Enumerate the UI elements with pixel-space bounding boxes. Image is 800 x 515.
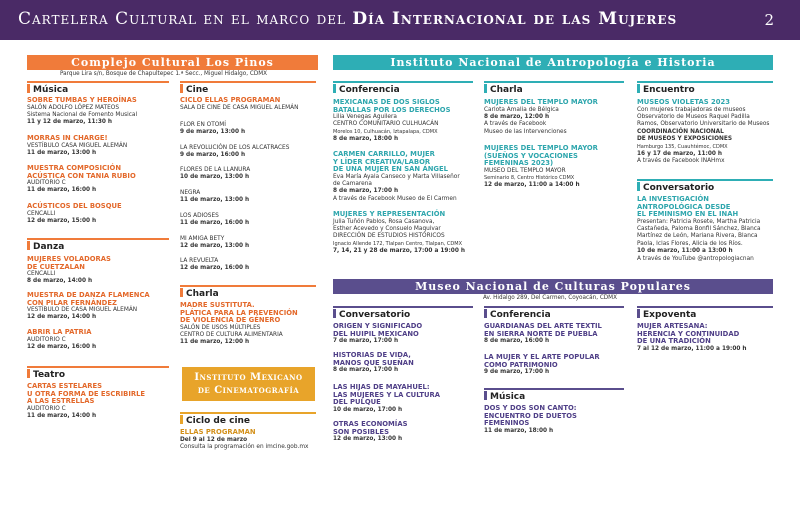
category-danza: Danza [27, 238, 169, 252]
event-abrir-la-patria: ABRIR LA PATRIA AUDITORIO C 12 de marzo, 16:00 h [27, 328, 97, 350]
category-musica-mnc: Música [484, 388, 624, 402]
inah-banner: Instituto Nacional de Antropología e Historia [333, 55, 773, 70]
event-ellas-programan: ELLAS PROGRAMAN Del 9 al 12 de marzo Consulta la programación en imcine.gob.mx [180, 428, 309, 450]
event-investigacion-antropologica: LA INVESTIGACIÓN ANTROPOLÓGICA DESDE EL FEMINISMO EN EL INAH Presentan: Patricia Rosete, Martha Patricia Castañeda, Paloma Bonfil Sánchez, Blanca Martínez de León, Mariana Rivera, Blanca Paola, Iclas Flores, Alicia de los Ríos. 10 de marzo, 11:00 a 13:00 h A través de YouTube @antropologiacnan [637, 195, 761, 262]
event-guardianas-textil: GUARDIANAS DEL ARTE TEXTIL EN SIERRA NORTE DE PUEBLA 8 de marzo, 16:00 h [484, 322, 602, 344]
pinos-address: Parque Lira s/n, Bosque de Chapultepec 1.ª Secc., Miguel Hidalgo, CDMX [60, 71, 267, 77]
event-dos-y-dos: DOS Y DOS SON CANTO: ENCUENTRO DE DUETOS FEMENINOS 11 de marzo, 18:00 h [484, 404, 577, 434]
event-danza-flamenca: MUESTRA DE DANZA FLAMENCA CON PILAR FERNÁNDEZ VESTÍBULO DE CASA MIGUEL ALEMÁN 12 de marzo, 14:00 h [27, 291, 150, 321]
event-sobre-tumbas: SOBRE TUMBAS Y HEROÍNAS SALÓN ADOLFO LÓPEZ MATEOS Sistema Nacional de Fomento Musical 11 y 12 de marzo, 11:30 h [27, 96, 138, 126]
category-ciclo-cine: Ciclo de cine [180, 412, 316, 426]
event-museos-violetas: MUSEOS VIOLETAS 2023 Con mujeres trabajadoras de museos Observatorio de Museos Raquel Padilla Ramos, Observatorio Universitario de Museos COORDINACIÓN NACIONAL DE MUSEOS Y EXPOSICIONES Hamburgo 135, Cuauhtémoc, CDMX 16 y 17 de marzo, 11:00 h A través de Facebook INAHmx [637, 98, 770, 165]
event-morras: MORRAS IN CHARGE! VESTÍBULO CASA MIGUEL ALEMÁN 11 de marzo, 13:00 h [27, 134, 128, 156]
category-cine: Cine [180, 81, 316, 95]
event-mujeres-voladoras: MUJERES VOLADORAS DE CUETZALAN CENCALLI 8 de marzo, 14:00 h [27, 255, 111, 285]
event-mujer-arte-popular: LA MUJER Y EL ARTE POPULAR COMO PATRIMONIO 9 de marzo, 17:00 h [484, 353, 600, 375]
category-encuentro: Encuentro [637, 81, 773, 95]
film-negra: NEGRA 11 de marzo, 13:00 h [180, 190, 250, 204]
category-conferencia-inah: Conferencia [333, 81, 473, 95]
event-cartas-estelares: CARTAS ESTELARES U OTRA FORMA DE ESCRIBIRLE A LAS ESTRELLAS AUDITORIO C 11 de marzo, 14:00 h [27, 382, 146, 419]
mnc-banner: Museo Nacional de Culturas Populares [333, 279, 773, 294]
film-flores-llanura: FLORES DE LA LLANURA 10 de marzo, 13:00 h [180, 167, 251, 181]
category-charla-inah: Charla [484, 81, 624, 95]
event-acusticos: ACÚSTICOS DEL BOSQUE CENCALLI 12 de marzo, 15:00 h [27, 202, 122, 224]
header-bar [0, 0, 800, 40]
film-flor-en-otomi: FLOR EN OTOMÍ 9 de marzo, 13:00 h [180, 122, 246, 136]
event-mexicanas-dos-siglos: MEXICANAS DE DOS SIGLOS BATALLAS POR LOS DERECHOS Lilia Venegas Aguilera CENTRO COMUNITARIO CULHUACÁN Morelos 10, Culhuacán, Iztapalapa, CDMX 8 de marzo, 18:00 h [333, 98, 451, 143]
category-conferencia-mnc: Conferencia [484, 306, 624, 320]
event-mujeres-representacion: MUJERES Y REPRESENTACIÓN Julia Tuñón Pablos, Rosa Casanova, Esther Acevedo y Consuelo Maquivar DIRECCIÓN DE ESTUDIOS HISTÓRICOS Ignacio Allende 172, Tlalpan Centro, Tlalpan, CDMX 7, 14, 21 y 28 de marzo, 17:00 a 19:00 h [333, 210, 465, 255]
event-otras-economias: OTRAS ECONOMÍAS SON POSIBLES 12 de marzo, 13:00 h [333, 420, 408, 442]
film-revolucion-alcatraces: LA REVOLUCIÓN DE LOS ALCATRACES 9 de marzo, 16:00 h [180, 145, 290, 159]
category-musica: Música [27, 81, 169, 95]
event-ciclo-ellas: CICLO ELLAS PROGRAMAN SALA DE CINE DE CASA MIGUEL ALEMÁN [180, 96, 299, 111]
category-conversatorio-mnc: Conversatorio [333, 306, 473, 320]
category-expoventa: Expoventa [637, 306, 773, 320]
page-title: Cartelera Cultural en el marco del Día Internacional de las Mujeres [18, 9, 678, 29]
event-origen-huipil: ORIGEN Y SIGNIFICADO DEL HUIPIL MEXICANO 7 de marzo, 17:00 h [333, 322, 423, 344]
film-los-adioses: LOS ADIOSES 11 de marzo, 16:00 h [180, 213, 250, 227]
event-templo-mayor-2: MUJERES DEL TEMPLO MAYOR (SUEÑOS Y VOCACIONES FEMENINAS 2023) MUSEO DEL TEMPLO MAYOR Seminario 8, Centro Histórico CDMX 12 de marzo, 11:00 a 14:00 h [484, 144, 598, 189]
page-number: 2 [764, 11, 774, 29]
film-mi-amiga-bety: MI AMIGA BETY 12 de marzo, 13:00 h [180, 236, 250, 250]
event-muestra-composicion: MUESTRA COMPOSICIÓN ACÚSTICA CON TANIA RUBIO AUDITORIO C 11 de marzo, 16:00 h [27, 164, 136, 194]
event-hijas-mayahuel: LAS HIJAS DE MAYAHUEL: LAS MUJERES Y LA CULTURA DEL PULQUE 10 de marzo, 17:00 h [333, 383, 441, 413]
category-charla: Charla [180, 285, 316, 299]
pinos-banner: Complejo Cultural Los Pinos [27, 55, 318, 70]
imcine-banner: Instituto Mexicano de Cinematografía [182, 367, 315, 401]
event-carmen-carrillo: CARMEN CARRILLO, MUJER Y LÍDER CREATIVA/LABOR DE UNA MUJER EN SAN ÁNGEL Eva María Ayala Canseco y Marta Villaseñor de Camarena 8 de marzo, 17:00 h A través de Facebook Museo de El Carmen [333, 150, 460, 202]
event-templo-mayor-1: MUJERES DEL TEMPLO MAYOR Carlota Amalia de Bélgica 8 de marzo, 12:00 h A través de Facebook Museo de las Intervenciones [484, 98, 598, 135]
event-mujer-artesana: MUJER ARTESANA: HERENCIA Y CONTINUIDAD DE UNA TRADICIÓN 7 al 12 de marzo, 11:00 a 19:00 h [637, 322, 747, 352]
film-la-revuelta: LA REVUELTA 12 de marzo, 16:00 h [180, 258, 250, 272]
category-teatro: Teatro [27, 366, 169, 380]
category-conversatorio-inah: Conversatorio [637, 179, 773, 193]
event-madre-sustituta: MADRE SUSTITUTA. PLÁTICA PARA LA PREVENCIÓN DE VIOLENCIA DE GÉNERO SALÓN DE USOS MÚLTIPLES CENTRO DE CULTURA ALIMENTARIA 11 de marzo, 12:00 h [180, 301, 298, 346]
mnc-address: Av. Hidalgo 289, Del Carmen, Coyoacán, CDMX [483, 295, 617, 301]
event-historias-vida: HISTORIAS DE VIDA, MANOS QUE SUEÑAN 8 de marzo, 17:00 h [333, 351, 414, 373]
